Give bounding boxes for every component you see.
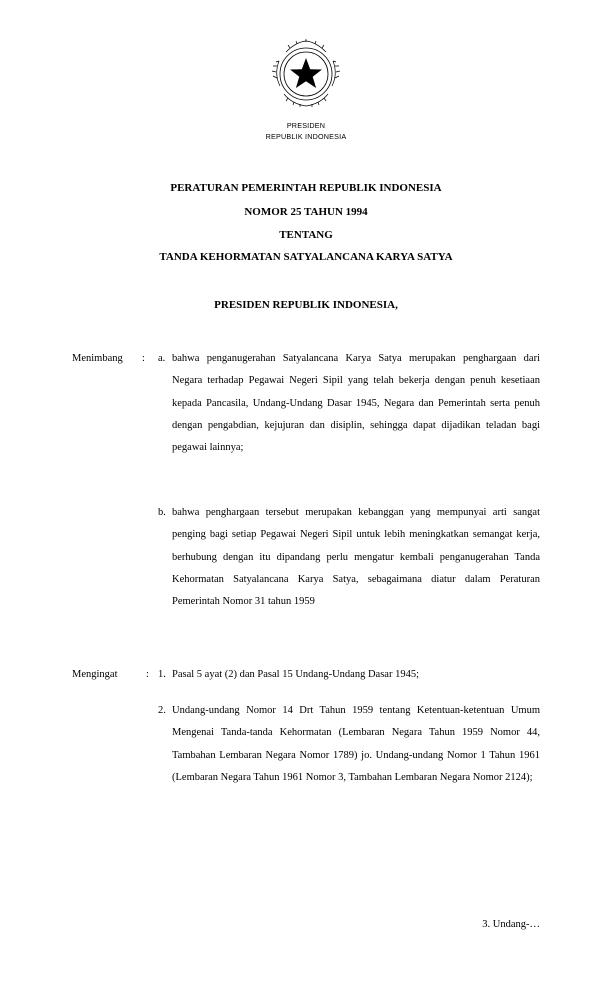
title-tentang: TENTANG [279, 229, 333, 241]
mengingat-label: Mengingat [72, 669, 118, 680]
title-regulation: PERATURAN PEMERINTAH REPUBLIK INDONESIA [170, 182, 442, 194]
emblem-line-republik: REPUBLIK INDONESIA [265, 132, 347, 141]
mengingat-item-1: Pasal 5 ayat (2) dan Pasal 15 Undang-Undang Dasar 1945; [172, 669, 419, 680]
menimbang-colon: : [142, 353, 145, 364]
menimbang-label: Menimbang [72, 353, 123, 364]
menimbang-marker-a: a. [158, 353, 166, 364]
page-continuation: 3. Undang-… [482, 919, 540, 930]
mengingat-marker-2: 2. [158, 705, 166, 716]
mengingat-marker-1: 1. [158, 669, 166, 680]
mengingat-item-2: Undang-undang Nomor 14 Drt Tahun 1959 tentang Ketentuan-ketentuan Umum Mengenai Tanda-tanda Kehormatan (Lembaran Negara Tahun 1959 Nomor 44, Tambahan Lembaran Negara Nomor 1789) jo. Undang-undang Nomor 1 Tahun 1961 (Lembaran Negara Tahun 1961 Nomor 3, Tambahan Lembaran Negara Nomor 2124); [172, 705, 540, 783]
title-number: NOMOR 25 TAHUN 1994 [244, 206, 368, 218]
menimbang-marker-b: b. [158, 507, 166, 518]
garuda-star-emblem-icon [266, 34, 346, 114]
title-subject: TANDA KEHORMATAN SATYALANCANA KARYA SATYA [159, 251, 453, 263]
menimbang-item-b: bahwa penghargaan tersebut merupakan kebanggan yang mempunyai arti sangat penging bagi setiap Pegawai Negeri Sipil untuk lebih meningkatkan semangat kerja, berhubung dengan itu dipandang perlu mengatur kembali penganugerahan Tanda Kehormatan Satyalancana Karya Satya, sebagaimana diatur dalam Peraturan Pemerintah Nomor 31 tahun 1959 [172, 507, 540, 608]
issuer-heading: PRESIDEN REPUBLIK INDONESIA, [214, 299, 398, 311]
emblem-line-presiden: PRESIDEN [286, 121, 326, 130]
menimbang-item-a: bahwa penganugerahan Satyalancana Karya Satya merupakan penghargaan dari Negara terhadap Pegawai Negeri Sipil yang telah bekerja dengan penuh kesetiaan kepada Pancasila, Undang-Undang Dasar 1945, Negara dan Pemerintah serta penuh dengan pengabdian, kejujuran dan disiplin, sehingga dapat dijadikan teladan bagi pegawai lainnya; [172, 353, 540, 454]
mengingat-colon: : [146, 669, 149, 680]
